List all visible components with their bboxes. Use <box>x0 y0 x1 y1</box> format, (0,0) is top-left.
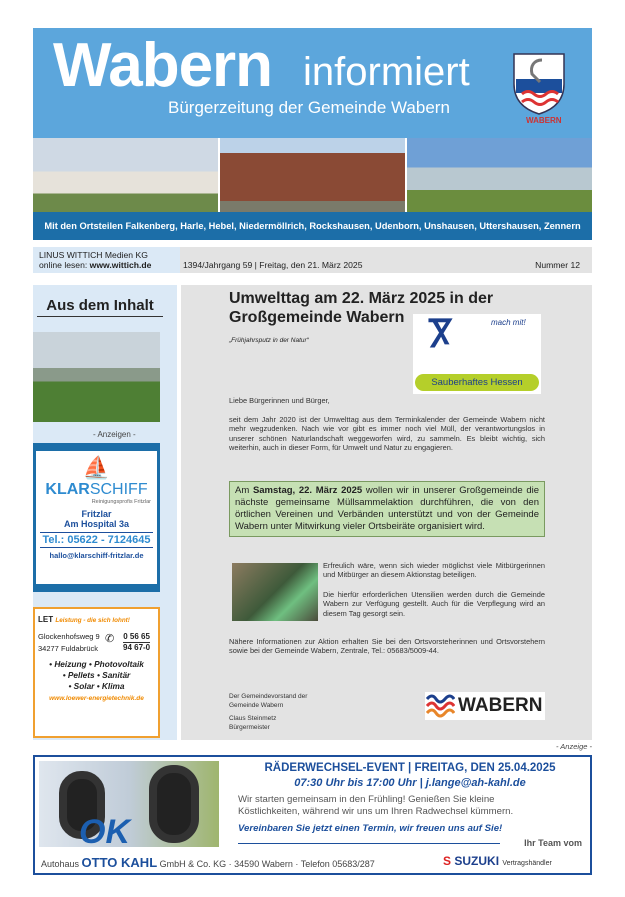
crest-label: WABERN <box>526 116 562 125</box>
let-city: 34277 Fuldabrück <box>38 644 99 653</box>
paragraph: Die hierfür erforderlichen Utensilien werden durch die Gemeinde Wabern zur Verfügung gestellt. Auch für die Verpflegung wird an diesem Tag gesorgt sein. <box>323 590 545 618</box>
footer-brand: OTTO KAHL <box>81 855 158 870</box>
divider <box>238 843 500 844</box>
castle-photo <box>33 138 218 212</box>
districts-strip: Mit den Ortsteilen Falkenberg, Harle, Hebel, Niedermöllrich, Rockshausen, Udenborn, Unshausen, Uttershausen, Zennern <box>33 212 592 240</box>
football-photo[interactable] <box>33 332 160 422</box>
ads-label: - Anzeigen - <box>93 430 136 439</box>
sailboat-icon: ⛵ <box>82 455 111 480</box>
online-link[interactable]: www.wittich.de <box>89 260 152 270</box>
ad-team: Ihr Team vom <box>524 838 582 848</box>
let-ad[interactable] <box>33 607 160 738</box>
publisher: LINUS WITTICH Medien KG <box>39 250 148 260</box>
ad-text: Wir starten gemeinsam in den Frühling! Genießen Sie kleine <box>238 794 495 805</box>
let-service: • Pellets • Sanitär <box>62 670 131 680</box>
sidebar <box>33 285 177 740</box>
box-date: Samstag, 22. März 2025 <box>252 485 363 496</box>
greeting: Liebe Bürgerinnen und Bürger, <box>229 396 330 405</box>
online-prefix: online lesen: <box>39 260 88 270</box>
signature-title: Bürgermeister <box>229 724 270 731</box>
klarschiff-street: Am Hospital 3a <box>63 519 130 529</box>
klarschiff-ad[interactable] <box>33 443 160 592</box>
let-phone-b: 94 67-0 <box>123 643 151 652</box>
tire-icon <box>149 765 199 843</box>
ad-text: Köstlichkeiten, während wir uns um Ihren Radwechsel kümmern. <box>238 806 514 817</box>
masthead-title: Wabern <box>53 31 273 100</box>
paragraph: seit dem Jahr 2020 ist der Umwelttag aus dem Terminkalender der Gemeinde Wabern nicht mehr wegzudenken. Nach wie vor gibt es immer noch viel Müll, der verantwortungslos in unserer schönen Naturlandschaft weggeworfen wird, zu sammeln. Es bleibt wichtig, sich weiterhin, auch in dieser Form, für Umwelt und Natur zu engagieren. <box>229 415 545 453</box>
klarschiff-brand-a: KLAR <box>45 481 90 498</box>
person-icon: Ⴟ <box>428 317 453 355</box>
masthead-tagline: Bürgerzeitung der Gemeinde Wabern <box>168 98 450 117</box>
sauberhaftes-hessen-logo <box>413 314 541 394</box>
box-prefix: Am <box>235 485 250 496</box>
logo-tagline: mach mit! <box>491 318 526 327</box>
masthead <box>33 28 592 138</box>
logo-label: Sauberhaftes Hessen <box>415 374 539 391</box>
signature-name: Claus Steinmetz <box>229 715 277 722</box>
building-photo <box>220 138 405 212</box>
article <box>181 285 592 740</box>
paragraph: Erfreulich wäre, wenn sich wieder möglichst viele Mitbürgerinnen und Mitbürger an diesem Aktionstag beteiligen. <box>323 561 545 580</box>
let-street: Glockenhofsweg 9 <box>38 632 100 641</box>
suzuki-logo: SUZUKI <box>454 854 500 868</box>
phone-icon: ✆ <box>105 633 115 645</box>
klarschiff-email: hallo@klarschiff-fritzlar.de <box>49 551 144 560</box>
issue-line: 1394/Jahrgang 59 | Freitag, den 21. März 2025 <box>183 260 363 270</box>
wabern-logo <box>425 692 545 720</box>
dealer-label: Vertragshändler <box>502 860 552 867</box>
footer-a: Autohaus <box>41 859 80 869</box>
ok-logo: OK <box>79 813 130 851</box>
signature-line: Der Gemeindevorstand der <box>229 693 308 700</box>
wave-icon <box>425 694 455 718</box>
industry-photo <box>407 138 592 212</box>
article-title: Umwelttag am 22. März 2025 in der Großgemeinde Wabern <box>229 290 494 326</box>
ad-label: - Anzeige - <box>556 742 592 751</box>
otto-kahl-ad[interactable] <box>33 755 592 875</box>
klarschiff-city: Fritzlar <box>81 509 112 519</box>
issue-info-bar <box>33 247 592 273</box>
footer-c: GmbH & Co. KG · 34590 Wabern · Telefon 05683/287 <box>159 859 375 869</box>
paragraph: Nähere Informationen zur Aktion erhalten Sie bei den Ortsvorsteherinnen und Ortsvorstehern sowie bei der Gemeinde Wabern, Zentrale, Tel.: 05683/5009-44. <box>229 637 545 656</box>
ad-cta: Vereinbaren Sie jetzt einen Termin, wir freuen uns auf Sie! <box>238 823 503 834</box>
signature-line: Gemeinde Wabern <box>229 702 284 709</box>
klarschiff-brand-b: SCHIFF <box>89 481 148 498</box>
contents-heading: Aus dem Inhalt <box>37 297 163 317</box>
let-service: • Solar • Klima <box>68 681 125 691</box>
let-url[interactable]: www.loewer-energietechnik.de <box>49 695 144 702</box>
cleanup-photo <box>232 563 318 621</box>
article-subtitle: „Frühjahrsputz in der Natur“ <box>229 337 309 344</box>
issue-number: Nummer 12 <box>535 260 580 270</box>
coat-of-arms-icon <box>508 50 570 116</box>
klarschiff-subtitle: Reinigungsprofis Fritzlar <box>91 499 151 505</box>
let-slogan: Leistung - die sich lohnt! <box>55 617 130 624</box>
wabern-logo-text: WABERN <box>458 695 543 716</box>
highlight-box <box>229 481 545 537</box>
ad-time: 07:30 Uhr bis 17:00 Uhr | j.lange@ah-kahl.de <box>294 777 526 789</box>
let-service: • Heizung • Photovoltaik <box>49 659 144 669</box>
let-phone-a: 0 56 65 <box>123 632 150 641</box>
tires-photo <box>39 761 219 851</box>
let-logo: LET <box>38 615 54 624</box>
masthead-title-suffix: informiert <box>303 50 470 94</box>
box-text: wollen wir in unserer Großgemeinde die nächste gemeinsame Müllsammelaktion durchführen, die von den örtlichen Vereinen und Verbänden unterstützt und von der Gemeinde Wabern unter Mitwirkung vieler Ortsbeiräte organisiert wird. <box>235 485 539 532</box>
klarschiff-phone: Tel.: 05622 - 7124645 <box>40 532 153 548</box>
suzuki-icon: S <box>443 854 452 868</box>
ad-headline: RÄDERWECHSEL-EVENT | FREITAG, DEN 25.04.2025 <box>264 762 556 774</box>
